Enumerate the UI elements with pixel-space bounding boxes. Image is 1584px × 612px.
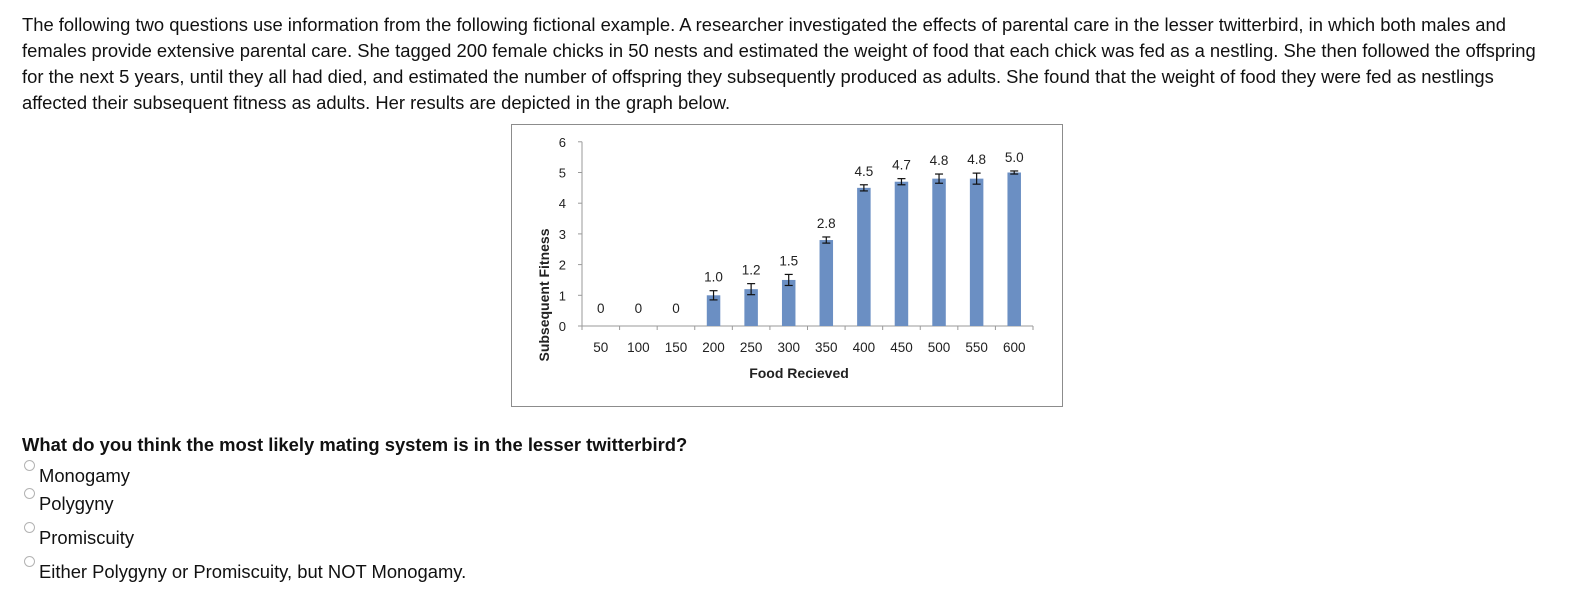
bar-300	[782, 280, 796, 326]
radio-monogamy[interactable]	[24, 460, 35, 471]
intro-paragraph: The following two questions use information from the following fictional example. A researcher investigated the effects of parental care in the lesser twitterbird, in which both males and females provide extensive parental care. She tagged 200 female chicks in 50 nests and estimated the weight of food that each chick was fed as a nestling. She then followed the offspring for the next 5 years, until they all had died, and estimated the number of offspring they subsequently produced as adults. She found that the weight of food they were fed as nestlings affected their subsequent fitness as adults. Her results are depicted in the graph below.	[22, 14, 1536, 113]
data-label: 4.8	[929, 153, 949, 169]
bar-500	[932, 179, 946, 326]
radio-polygyny[interactable]	[24, 488, 35, 499]
option-promiscuity[interactable]	[24, 524, 134, 546]
y-tick-label: 2	[558, 257, 566, 273]
y-tick-label: 3	[558, 226, 566, 242]
data-label: 0	[634, 301, 643, 316]
y-tick-label: 4	[558, 196, 566, 212]
x-axis-title: Food Recieved	[749, 365, 849, 381]
x-tick-label: 600	[1002, 340, 1026, 355]
bar-600	[1007, 173, 1021, 327]
x-tick-label: 250	[739, 340, 763, 355]
fitness-bar-chart	[512, 125, 1064, 408]
bar-450	[895, 182, 909, 326]
data-label: 4.5	[854, 163, 874, 179]
option-monogamy[interactable]	[24, 462, 130, 484]
bar-350	[820, 240, 834, 326]
x-tick-label: 200	[702, 340, 725, 355]
data-label: 2.8	[816, 215, 836, 231]
x-tick-label: 450	[890, 340, 913, 355]
chart-container	[511, 124, 1063, 407]
x-tick-label: 50	[593, 340, 609, 355]
x-tick-label: 550	[965, 340, 988, 355]
option-polygyny[interactable]	[24, 490, 114, 512]
bar-550	[970, 179, 984, 326]
data-label: 1.5	[779, 253, 799, 269]
x-tick-label: 400	[852, 340, 876, 355]
data-label: 4.8	[967, 152, 987, 168]
data-label: 4.7	[892, 157, 911, 173]
x-tick-label: 500	[927, 340, 951, 355]
x-tick-label: 150	[664, 340, 688, 355]
option-either[interactable]	[24, 558, 466, 580]
y-tick-label: 6	[558, 134, 566, 150]
data-label: 1.0	[704, 269, 723, 285]
option-label: Promiscuity	[39, 527, 135, 548]
data-label: 0	[672, 301, 680, 316]
y-tick-label: 5	[558, 165, 566, 181]
radio-either[interactable]	[24, 556, 35, 567]
x-tick-label: 350	[815, 340, 838, 355]
y-tick-label: 0	[558, 319, 566, 334]
x-tick-label: 100	[627, 340, 650, 355]
y-axis-title: Subsequent Fitness	[536, 228, 552, 362]
data-label: 5.0	[1004, 149, 1024, 165]
question-text: What do you think the most likely mating system is in the lesser twitterbird?	[22, 434, 688, 455]
data-label: 0	[597, 301, 605, 316]
radio-promiscuity[interactable]	[24, 522, 35, 533]
x-tick-label: 300	[777, 340, 800, 355]
data-label: 1.2	[741, 262, 761, 278]
bar-400	[857, 188, 871, 326]
option-label: Polygyny	[39, 493, 114, 514]
y-tick-label: 1	[558, 288, 566, 304]
option-label: Monogamy	[39, 465, 130, 486]
option-label: Either Polygyny or Promiscuity, but NOT Monogamy.	[39, 561, 467, 582]
